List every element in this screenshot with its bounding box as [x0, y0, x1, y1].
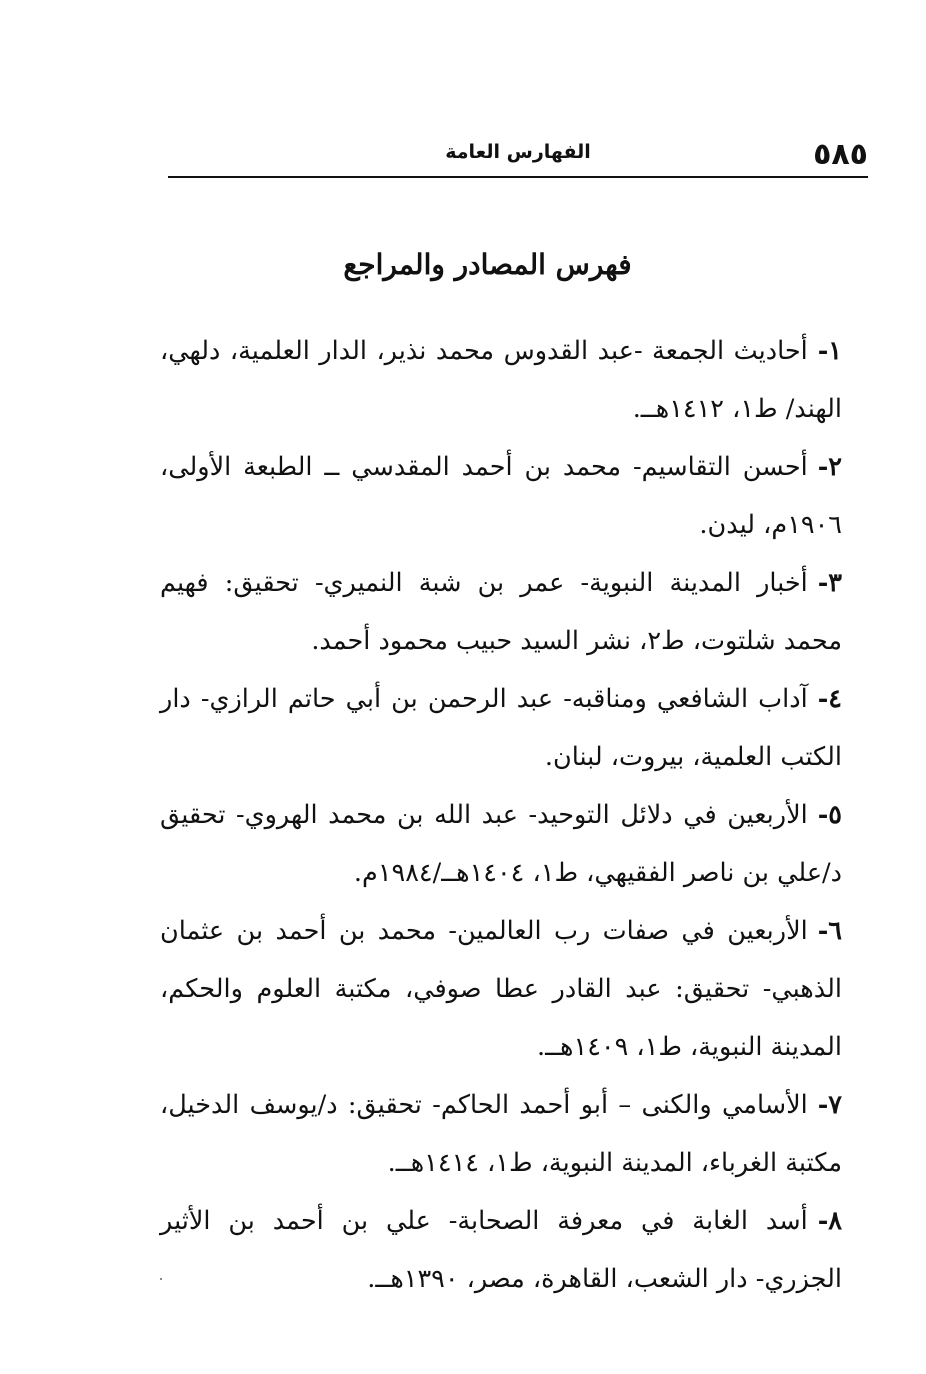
reference-entry-1 [160, 322, 842, 438]
entry-text: أخبار المدينة النبوية- عمر بن شبة النميري- تحقيق: فهيم محمد شلتوت، ط٢، نشر السيد حبيب محمود أحمد. [160, 568, 842, 656]
reference-entry-7 [160, 1076, 842, 1192]
reference-entry-5 [160, 786, 842, 902]
reference-entry-6 [160, 902, 842, 1076]
section-title: فهرس المصادر والمراجع [343, 248, 632, 281]
entry-number: ٦- [817, 916, 842, 946]
entry-text: أحاديث الجمعة -عبد القدوس محمد نذير، الدار العلمية، دلهي، الهند/ ط١، ١٤١٢هــ. [160, 336, 842, 424]
entry-number: ٧- [817, 1090, 842, 1120]
entry-number: ٤- [817, 684, 842, 714]
entry-text: الأربعين في دلائل التوحيد- عبد الله بن محمد الهروي- تحقيق د/علي بن ناصر الفقيهي، ط١، ١٤٠٤هــ/١٩٨٤م. [160, 800, 842, 888]
entry-number: ١- [817, 336, 842, 366]
scan-speck [160, 1278, 162, 1280]
entry-number: ٨- [817, 1206, 842, 1236]
entry-text: الأسامي والكنى – أبو أحمد الحاكم- تحقيق: د/يوسف الدخيل، مكتبة الغرباء، المدينة النبوية، ط١، ١٤١٤هــ. [160, 1090, 842, 1178]
reference-entry-2 [160, 438, 842, 554]
reference-entry-3 [160, 554, 842, 670]
reference-entry-8 [160, 1192, 842, 1308]
entry-number: ٢- [817, 452, 842, 482]
entry-text: آداب الشافعي ومناقبه- عبد الرحمن بن أبي حاتم الرازي- دار الكتب العلمية، بيروت، لبنان. [160, 684, 842, 772]
entry-text: أسد الغابة في معرفة الصحابة- علي بن أحمد بن الأثير الجزري- دار الشعب، القاهرة، مصر، ١٣٩٠هــ. [160, 1206, 842, 1294]
entry-text: أحسن التقاسيم- محمد بن أحمد المقدسي ــ الطبعة الأولى، ١٩٠٦م، ليدن. [160, 452, 842, 540]
entry-number: ٣- [817, 568, 842, 598]
running-header [168, 135, 868, 175]
running-header-title: الفهارس العامة [445, 141, 591, 163]
page-number: ٥٨٥ [813, 137, 868, 172]
header-divider [168, 176, 868, 178]
entry-number: ٥- [817, 800, 842, 830]
references-list [160, 322, 842, 1308]
entry-text: الأربعين في صفات رب العالمين- محمد بن أحمد بن عثمان الذهبي- تحقيق: عبد القادر عطا صوفي، مكتبة العلوم والحكم، المدينة النبوية، ط١، ١٤٠٩هــ. [160, 916, 842, 1062]
reference-entry-4 [160, 670, 842, 786]
